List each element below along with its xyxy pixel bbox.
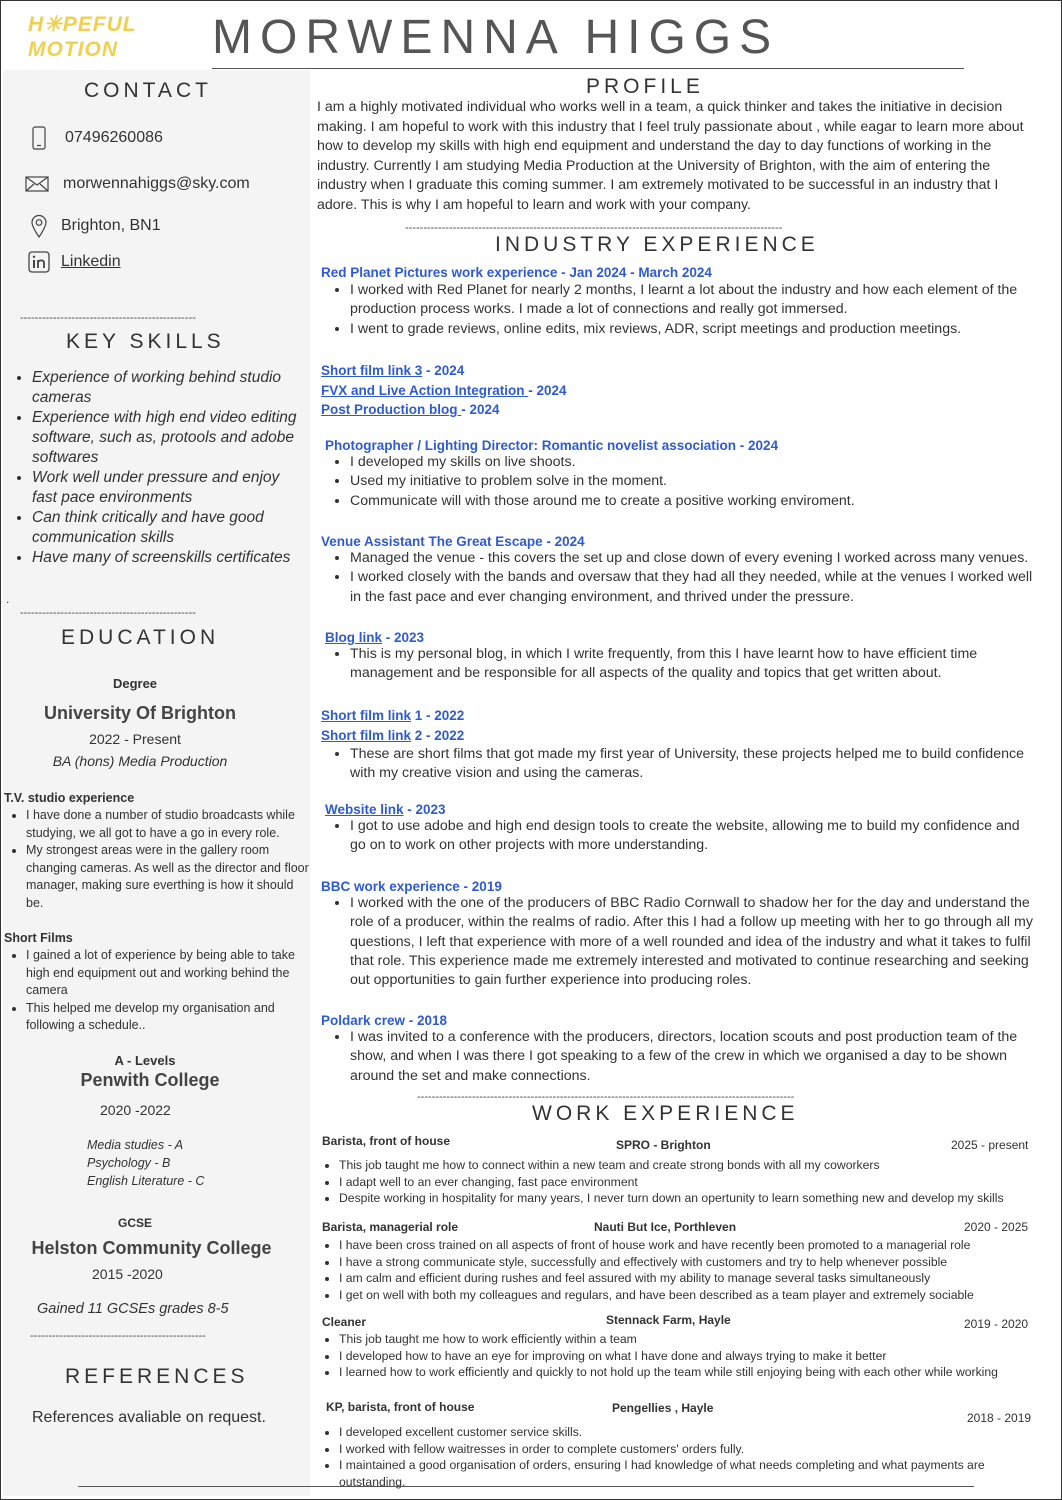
list-item: • I was invited to a conference with the producers, directors, location scouts and post production team of the show, and when I was there I got speaking to a few of the crew in which we organised a day to be shown around the set and make connections. bbox=[350, 1028, 1033, 1086]
list-item: • This job taught me how to work efficiently within a team bbox=[339, 1331, 1034, 1348]
short-film-2-row bbox=[321, 726, 1033, 746]
venue-block bbox=[321, 534, 1033, 607]
link-row bbox=[321, 361, 1033, 381]
skill-item: • Experience of working behind studio cameras bbox=[32, 368, 307, 408]
list-item: • My strongest areas were in the gallery room changing cameras. As well as the director and floor manager, making sure everthing is how it should be. bbox=[26, 842, 310, 912]
short-film-3-link[interactable]: Short film link 3 bbox=[321, 363, 423, 378]
link-row bbox=[321, 400, 1033, 420]
list-item: • I developed excellent customer service skills. bbox=[339, 1424, 1034, 1441]
red-planet-block bbox=[321, 265, 1033, 339]
blog-title-row bbox=[321, 630, 1033, 645]
mail-icon bbox=[25, 172, 49, 196]
location-pin-icon bbox=[27, 214, 51, 238]
job-place: Stennack Farm, Hayle bbox=[606, 1313, 731, 1327]
contact-linkedin[interactable] bbox=[27, 250, 121, 274]
job-2-list bbox=[322, 1237, 1034, 1303]
degree-label: Degree bbox=[112, 676, 158, 691]
email-text: morwennahiggs@sky.com bbox=[63, 175, 250, 192]
post-production-blog-link[interactable]: Post Production blog bbox=[321, 402, 462, 418]
linkedin-link[interactable]: Linkedin bbox=[61, 253, 121, 270]
university-years: 2022 - Present bbox=[89, 731, 181, 747]
short-film-2-link[interactable]: Short film link bbox=[321, 727, 412, 743]
bbc-list bbox=[321, 894, 1033, 990]
job-place: Nauti But Ice, Porthleven bbox=[594, 1220, 737, 1234]
link-year: - 2023 bbox=[382, 630, 425, 645]
photographer-block bbox=[321, 438, 1033, 511]
blog-list bbox=[321, 645, 1033, 684]
college-years: 2020 -2022 bbox=[100, 1102, 171, 1118]
education-heading: EDUCATION bbox=[61, 626, 220, 649]
phone-icon bbox=[27, 126, 51, 150]
logo-line-1: H✳PEFUL bbox=[28, 13, 137, 36]
main-divider-2: ------------------------------------------------------------------------------------------------------- bbox=[417, 1091, 795, 1103]
list-item: • This helped me develop my organisation and following a schedule.. bbox=[26, 1000, 310, 1035]
job-years: 2020 - 2025 bbox=[964, 1220, 1029, 1234]
list-item: • I gained a lot of experience by being able to take high end equipment out and working behind the camera bbox=[26, 947, 310, 1000]
phone-text: 07496260086 bbox=[65, 129, 163, 146]
job-years: 2018 - 2019 bbox=[967, 1411, 1032, 1425]
university-course: BA (hons) Media Production bbox=[52, 753, 228, 769]
list-item: • I have done a number of studio broadcasts while studying, we all got to have a go in every role. bbox=[26, 807, 310, 842]
blog-link[interactable]: Blog link bbox=[325, 630, 382, 645]
venue-title: Venue Assistant The Great Escape - 2024 bbox=[321, 534, 585, 549]
logo-line-2: MOTION bbox=[28, 38, 118, 61]
short-films-list bbox=[4, 947, 310, 1035]
alevel-item: English Literature - C bbox=[87, 1174, 205, 1188]
photographer-list bbox=[321, 453, 1033, 511]
link-year: - 2023 bbox=[403, 802, 446, 817]
sidebar-divider-1: ------------------------------------------------ bbox=[20, 312, 196, 324]
list-item: • Communicate will with those around me to create a positive working enviroment. bbox=[350, 492, 1033, 511]
short-films-block bbox=[321, 706, 1033, 784]
list-item: • I get on well with both my colleagues and regulars, and have been described as a team player and extremely sociable bbox=[339, 1287, 1034, 1304]
photographer-title: Photographer / Lighting Director: Romantic novelist association - 2024 bbox=[325, 438, 779, 453]
stray-dot: . bbox=[6, 592, 10, 606]
link-year: - 2024 bbox=[528, 382, 567, 398]
venue-list bbox=[321, 549, 1033, 607]
contact-heading: CONTACT bbox=[84, 79, 212, 102]
list-item: • I got to use adobe and high end design tools to create the website, allowing me to build my confidence and go on to work on other projects with more understanding. bbox=[350, 817, 1033, 856]
job-role: Cleaner bbox=[322, 1315, 367, 1329]
contact-phone bbox=[27, 126, 163, 150]
key-skills-list bbox=[12, 368, 307, 568]
list-item: • I developed my skills on live shoots. bbox=[350, 453, 1033, 472]
list-item: • Used my initiative to problem solve in the moment. bbox=[350, 472, 1033, 491]
website-block bbox=[321, 802, 1033, 856]
college-name: Penwith College bbox=[80, 1070, 220, 1090]
blog-block bbox=[321, 630, 1033, 684]
job-years: 2019 - 2020 bbox=[964, 1317, 1029, 1331]
website-title-row bbox=[321, 802, 1033, 817]
skill-item: • Work well under pressure and enjoy fast pace environments bbox=[32, 468, 307, 508]
alevel-item: Media studies - A bbox=[87, 1138, 184, 1152]
poldark-title: Poldark crew - 2018 bbox=[321, 1013, 448, 1028]
gcse-label: GCSE bbox=[117, 1216, 152, 1230]
list-item: • I adapt well to an ever changing, fast pace environment bbox=[339, 1174, 1034, 1191]
job-3-list bbox=[322, 1331, 1034, 1381]
list-item: • Despite working in hospitality for many years, I never turn down an opertunity to learn something new and develop my skills bbox=[339, 1190, 1034, 1207]
list-item: • I have been cross trained on all aspects of front of house work and have recently been promoted to a managerial role bbox=[339, 1237, 1034, 1254]
job-4-list bbox=[322, 1424, 1034, 1490]
skill-item: • Experience with high end video editing software, such as, protools and adobe softwares bbox=[32, 408, 307, 468]
list-item: • I worked closely with the bands and oversaw that they had all they needed, while at the venues I worked well in the fast pace and ever changing environment, and thrived under the pressure. bbox=[350, 568, 1033, 607]
sidebar-divider-2: ------------------------------------------------ bbox=[20, 607, 196, 619]
industry-heading: INDUSTRY EXPERIENCE bbox=[495, 233, 819, 256]
link-year: 2 - 2022 bbox=[411, 727, 465, 743]
job-years: 2025 - present bbox=[951, 1138, 1029, 1152]
list-item: • I developed how to have an eye for improving on what I have done and always trying to make it better bbox=[339, 1348, 1034, 1365]
job-place: SPRO - Brighton bbox=[616, 1138, 711, 1152]
contact-email bbox=[25, 172, 250, 196]
job-role: Barista, front of house bbox=[322, 1134, 451, 1148]
contact-location bbox=[27, 214, 161, 238]
list-item: • I worked with Red Planet for nearly 2 months, I learnt a lot about the industry and how each element of the production process works. I made a lot of connections and really got immersed. bbox=[350, 281, 1033, 320]
job-role: KP, barista, front of house bbox=[326, 1400, 475, 1414]
website-list bbox=[321, 817, 1033, 856]
link-year: - 2024 bbox=[422, 363, 465, 378]
sidebar-divider-3: ------------------------------------------------ bbox=[30, 1330, 206, 1342]
short-film-1-row bbox=[321, 706, 1033, 726]
bbc-block bbox=[321, 879, 1033, 990]
red-planet-list bbox=[321, 281, 1033, 339]
link-year: - 2024 bbox=[461, 402, 500, 418]
main-divider-1: ------------------------------------------------------------------------------------------------------- bbox=[405, 222, 783, 234]
short-films-industry-list bbox=[321, 745, 1033, 784]
sidebar bbox=[3, 70, 310, 1496]
link-year: 1 - 2022 bbox=[411, 708, 465, 723]
alevels-list bbox=[87, 1136, 204, 1190]
list-item: • This job taught me how to connect within a new team and create strong bonds with all my coworkers bbox=[339, 1157, 1034, 1174]
gcse-text: Gained 11 GCSEs grades 8-5 bbox=[37, 1301, 229, 1317]
skill-item: • Have many of screenskills certificates bbox=[32, 548, 307, 568]
list-item: • I worked with the one of the producers of BBC Radio Cornwall to shadow her for the day and understand the role of a producer, within the realms of radio. After this I had a follow up meeting with her to go through all my questions, I left that experience with more of a well rounded and idea of the industry and what it takes to fulfil that role. This experience made me extremely interested and motivated to continue researching and seeking out opportunities to gain further experience into producing roles. bbox=[350, 894, 1033, 990]
header-rule bbox=[212, 68, 964, 69]
alevels-label: A - Levels bbox=[114, 1053, 176, 1068]
poldark-block bbox=[321, 1013, 1033, 1086]
bbc-title: BBC work experience - 2019 bbox=[321, 879, 502, 894]
list-item: • I maintained a good organisation of orders, ensuring I had knowledge of what needs completing and what payments are outstanding. bbox=[339, 1457, 1034, 1490]
job-role: Barista, managerial role bbox=[322, 1220, 459, 1234]
work-heading: WORK EXPERIENCE bbox=[532, 1102, 799, 1125]
skill-item: • Can think critically and have good communication skills bbox=[32, 508, 307, 548]
university-name: University Of Brighton bbox=[43, 703, 236, 723]
profile-heading: PROFILE bbox=[586, 75, 704, 98]
job-1-list bbox=[322, 1157, 1034, 1207]
references-heading: REFERENCES bbox=[65, 1365, 249, 1388]
portfolio-links bbox=[321, 361, 1033, 420]
list-item: • I went to grade reviews, online edits, mix reviews, ADR, script meetings and production meetings. bbox=[350, 320, 1033, 339]
list-item: • These are short films that got made my first year of University, these projects helped me to build confidence with my creative vision and using the cameras. bbox=[350, 745, 1033, 784]
key-skills-heading: KEY SKILLS bbox=[66, 330, 225, 353]
link-row bbox=[321, 381, 1033, 401]
fvx-link[interactable]: FVX and Live Action Integration bbox=[321, 382, 529, 398]
list-item: • I am calm and efficient during rushes and feel assured with my ability to manage several tasks simultaneously bbox=[339, 1270, 1034, 1287]
footer-rule bbox=[78, 1486, 974, 1487]
red-planet-title: Red Planet Pictures work experience - Jan 2024 - March 2024 bbox=[321, 265, 712, 280]
list-item: • I have a strong communicate style, successfully and effectively with customers and try to help whenever possible bbox=[339, 1254, 1034, 1271]
school-years: 2015 -2020 bbox=[92, 1266, 163, 1282]
list-item: • This is my personal blog, in which I write frequently, from this I have learnt how to have efficient time management and be responsible for all aspects of the quality and topics that get written about. bbox=[350, 645, 1033, 684]
references-text: References avaliable on request. bbox=[32, 1409, 266, 1426]
poldark-list bbox=[321, 1028, 1033, 1086]
school-name: Helston Community College bbox=[31, 1238, 272, 1258]
profile-text: I am a highly motivated individual who works well in a team, a quick thinker and takes the initiative in decision making. I am hopeful to work with this industry that I feel truly passionate about , while eagar to learn more about how to develop my skills with high end equipment and understand the day to day functions of working in the industry. Currently I am studying Media Production at the University of Brighton, with the aim of entering the industry when I graduate this coming summer. I am extremely motivated to be successful in an industry that I adore. This is why I am hopeful to learn and work with your company. bbox=[317, 99, 1024, 213]
short-film-1-link[interactable]: Short film link bbox=[321, 708, 412, 723]
page-title: MORWENNA HIGGS bbox=[212, 11, 780, 64]
list-item: • I worked with fellow waitresses in order to complete customers' orders fully. bbox=[339, 1441, 1034, 1458]
list-item: • I learned how to work efficiently and quickly to not hold up the team while still enjoying being with each other while working bbox=[339, 1364, 1034, 1381]
short-films-heading: Short Films bbox=[4, 931, 73, 945]
website-link[interactable]: Website link bbox=[325, 802, 404, 817]
linkedin-icon[interactable] bbox=[27, 250, 51, 274]
job-place: Pengellies , Hayle bbox=[612, 1401, 714, 1415]
location-text: Brighton, BN1 bbox=[61, 217, 161, 234]
tv-studio-list bbox=[4, 807, 310, 912]
list-item: • Managed the venue - this covers the set up and close down of every evening I worked across many venues. bbox=[350, 549, 1033, 568]
tv-studio-heading: T.V. studio experience bbox=[4, 791, 135, 805]
alevel-item: Psychology - B bbox=[87, 1156, 171, 1170]
